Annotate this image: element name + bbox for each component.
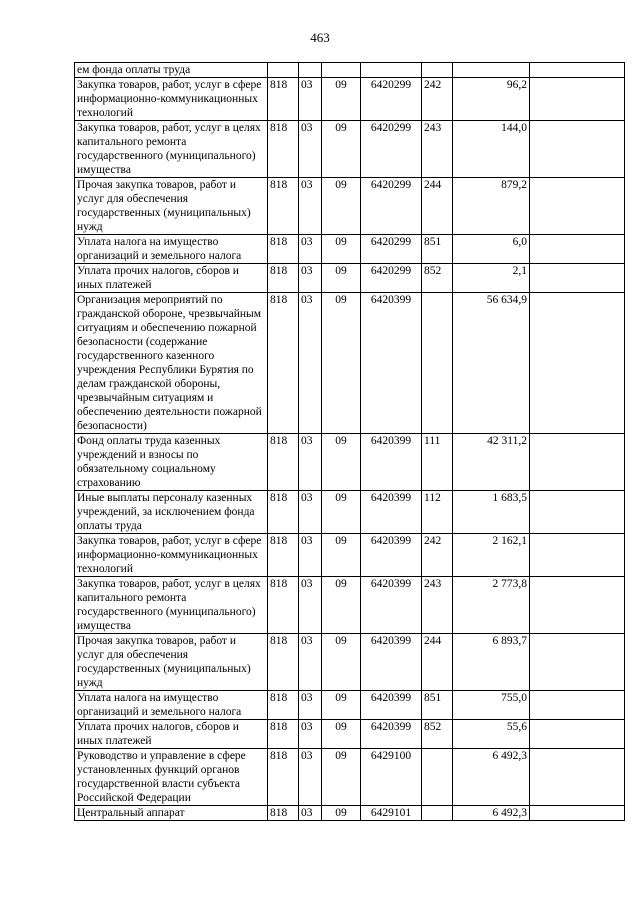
section-code: 03 (299, 264, 322, 293)
table-row (75, 293, 625, 434)
row-name: Центральный аппарат (75, 806, 268, 821)
target-article-code: 6429100 (361, 749, 422, 806)
row-name: Уплата налога на имущество организаций и земельного налога (75, 235, 268, 264)
expense-type-code: 851 (422, 691, 453, 720)
ministry-code: 818 (268, 264, 299, 293)
ministry-code: 818 (268, 749, 299, 806)
table-row (75, 78, 625, 121)
empty-cell (530, 491, 625, 534)
subsection-code (322, 63, 361, 78)
section-code: 03 (299, 434, 322, 491)
ministry-code: 818 (268, 691, 299, 720)
expense-type-code: 244 (422, 634, 453, 691)
expense-type-code: 242 (422, 534, 453, 577)
row-name: Уплата прочих налогов, сборов и иных платежей (75, 720, 268, 749)
table-row (75, 121, 625, 178)
section-code: 03 (299, 577, 322, 634)
empty-cell (530, 749, 625, 806)
subsection-code: 09 (322, 749, 361, 806)
expense-type-code: 852 (422, 720, 453, 749)
expense-type-code: 243 (422, 577, 453, 634)
section-code: 03 (299, 806, 322, 821)
empty-cell (530, 434, 625, 491)
target-article-code: 6420399 (361, 534, 422, 577)
table-row (75, 491, 625, 534)
ministry-code: 818 (268, 78, 299, 121)
target-article-code: 6420299 (361, 78, 422, 121)
section-code: 03 (299, 691, 322, 720)
section-code: 03 (299, 534, 322, 577)
expense-type-code: 111 (422, 434, 453, 491)
target-article-code (361, 63, 422, 78)
expense-type-code (422, 63, 453, 78)
empty-cell (530, 806, 625, 821)
section-code: 03 (299, 491, 322, 534)
row-name: Фонд оплаты труда казенных учреждений и взносы по обязательному социальному страхованию (75, 434, 268, 491)
empty-cell (530, 264, 625, 293)
amount: 2 773,8 (453, 577, 530, 634)
amount: 6,0 (453, 235, 530, 264)
amount: 2 162,1 (453, 534, 530, 577)
row-name: Прочая закупка товаров, работ и услуг для обеспечения государственных (муниципальных) нужд (75, 178, 268, 235)
empty-cell (530, 534, 625, 577)
row-name: Иные выплаты персоналу казенных учреждений, за исключением фонда оплаты труда (75, 491, 268, 534)
table-body (75, 63, 625, 821)
empty-cell (530, 577, 625, 634)
amount: 6 492,3 (453, 749, 530, 806)
amount: 55,6 (453, 720, 530, 749)
ministry-code: 818 (268, 434, 299, 491)
expense-type-code: 851 (422, 235, 453, 264)
table-row (75, 634, 625, 691)
table-row (75, 534, 625, 577)
empty-cell (530, 63, 625, 78)
expense-type-code: 112 (422, 491, 453, 534)
ministry-code (268, 63, 299, 78)
ministry-code: 818 (268, 178, 299, 235)
subsection-code: 09 (322, 491, 361, 534)
target-article-code: 6420399 (361, 691, 422, 720)
empty-cell (530, 634, 625, 691)
row-name: Организация мероприятий по гражданской обороне, чрезвычайным ситуациям и обеспечению пожарной безопасности (содержание государственного казенного учреждения Республики Бурятия по делам гражданской обороны, чрезвычайным ситуациям и обеспечению деятельности пожарной безопасности) (75, 293, 268, 434)
empty-cell (530, 78, 625, 121)
section-code: 03 (299, 78, 322, 121)
amount: 879,2 (453, 178, 530, 235)
subsection-code: 09 (322, 293, 361, 434)
target-article-code: 6420299 (361, 264, 422, 293)
subsection-code: 09 (322, 235, 361, 264)
ministry-code: 818 (268, 806, 299, 821)
subsection-code: 09 (322, 78, 361, 121)
amount: 42 311,2 (453, 434, 530, 491)
table-row (75, 178, 625, 235)
target-article-code: 6420299 (361, 178, 422, 235)
ministry-code: 818 (268, 491, 299, 534)
empty-cell (530, 235, 625, 264)
subsection-code: 09 (322, 691, 361, 720)
subsection-code: 09 (322, 178, 361, 235)
amount: 6 492,3 (453, 806, 530, 821)
amount: 96,2 (453, 78, 530, 121)
amount (453, 63, 530, 78)
table-row (75, 749, 625, 806)
section-code: 03 (299, 720, 322, 749)
table-row (75, 720, 625, 749)
row-name: ем фонда оплаты труда (75, 63, 268, 78)
row-name: Закупка товаров, работ, услуг в целях капитального ремонта государственного (муниципального) имущества (75, 577, 268, 634)
target-article-code: 6420399 (361, 720, 422, 749)
table-row (75, 806, 625, 821)
page-number: 463 (310, 30, 330, 45)
expense-type-code: 242 (422, 78, 453, 121)
table-row (75, 235, 625, 264)
ministry-code: 818 (268, 720, 299, 749)
row-name: Закупка товаров, работ, услуг в сфере информационно-коммуникационных технологий (75, 78, 268, 121)
amount: 2,1 (453, 264, 530, 293)
target-article-code: 6420299 (361, 235, 422, 264)
table-row (75, 691, 625, 720)
target-article-code: 6420299 (361, 121, 422, 178)
budget-table (74, 62, 625, 821)
amount: 755,0 (453, 691, 530, 720)
section-code: 03 (299, 749, 322, 806)
empty-cell (530, 121, 625, 178)
table-row (75, 434, 625, 491)
empty-cell (530, 720, 625, 749)
amount: 6 893,7 (453, 634, 530, 691)
row-name: Прочая закупка товаров, работ и услуг для обеспечения государственных (муниципальных) нужд (75, 634, 268, 691)
target-article-code: 6420399 (361, 577, 422, 634)
section-code (299, 63, 322, 78)
ministry-code: 818 (268, 534, 299, 577)
target-article-code: 6429101 (361, 806, 422, 821)
ministry-code: 818 (268, 293, 299, 434)
section-code: 03 (299, 235, 322, 264)
expense-type-code (422, 293, 453, 434)
target-article-code: 6420399 (361, 634, 422, 691)
amount: 56 634,9 (453, 293, 530, 434)
expense-type-code: 243 (422, 121, 453, 178)
amount: 144,0 (453, 121, 530, 178)
row-name: Уплата налога на имущество организаций и земельного налога (75, 691, 268, 720)
ministry-code: 818 (268, 235, 299, 264)
subsection-code: 09 (322, 264, 361, 293)
table-row (75, 63, 625, 78)
section-code: 03 (299, 293, 322, 434)
empty-cell (530, 178, 625, 235)
expense-type-code (422, 749, 453, 806)
section-code: 03 (299, 634, 322, 691)
expense-type-code: 852 (422, 264, 453, 293)
subsection-code: 09 (322, 806, 361, 821)
section-code: 03 (299, 178, 322, 235)
ministry-code: 818 (268, 634, 299, 691)
expense-type-code: 244 (422, 178, 453, 235)
subsection-code: 09 (322, 634, 361, 691)
subsection-code: 09 (322, 121, 361, 178)
subsection-code: 09 (322, 434, 361, 491)
row-name: Закупка товаров, работ, услуг в целях капитального ремонта государственного (муниципального) имущества (75, 121, 268, 178)
ministry-code: 818 (268, 121, 299, 178)
expense-type-code (422, 806, 453, 821)
row-name: Закупка товаров, работ, услуг в сфере информационно-коммуникационных технологий (75, 534, 268, 577)
amount: 1 683,5 (453, 491, 530, 534)
empty-cell (530, 293, 625, 434)
subsection-code: 09 (322, 720, 361, 749)
section-code: 03 (299, 121, 322, 178)
row-name: Руководство и управление в сфере установленных функций органов государственной власти субъекта Российской Федерации (75, 749, 268, 806)
target-article-code: 6420399 (361, 434, 422, 491)
target-article-code: 6420399 (361, 491, 422, 534)
ministry-code: 818 (268, 577, 299, 634)
subsection-code: 09 (322, 534, 361, 577)
table-row (75, 577, 625, 634)
empty-cell (530, 691, 625, 720)
target-article-code: 6420399 (361, 293, 422, 434)
table-row (75, 264, 625, 293)
subsection-code: 09 (322, 577, 361, 634)
row-name: Уплата прочих налогов, сборов и иных платежей (75, 264, 268, 293)
